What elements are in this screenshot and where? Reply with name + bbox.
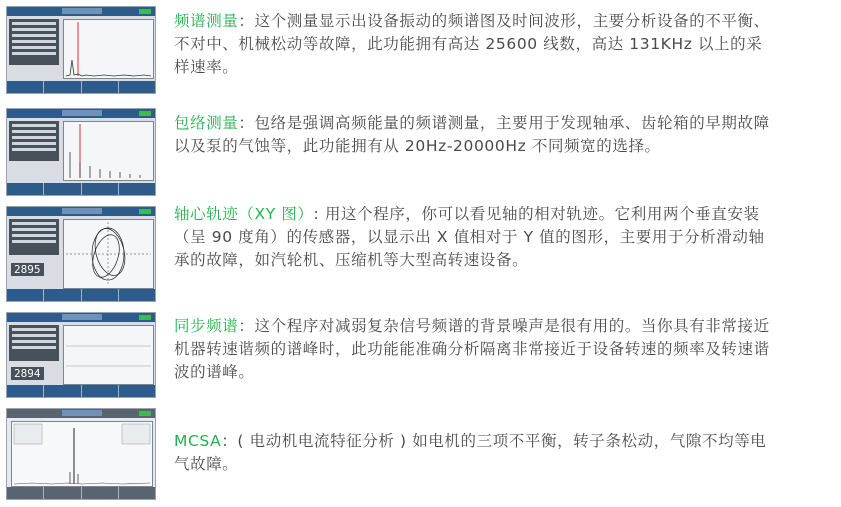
synchronous-keyword: 同步频谱 <box>174 317 239 335</box>
envelope-keyword: 包络测量 <box>174 114 239 132</box>
spectrum-plot <box>64 20 153 78</box>
synchronous-screen-value: 2894 <box>11 367 44 380</box>
envelope-text: ：包络是强调高频能量的频谱测量，主要用于发现轴承、齿轮箱的早期故障以及泵的气蚀等，此功能拥有从 20Hz-20000Hz 不同频宽的选择。 <box>174 114 770 155</box>
orbit-text: : 用这个程序，你可以看见轴的相对轨迹。它利用两个垂直安装（呈 90 度角）的传感器，以显示出 X 值相对于 Y 值的图形，主要用于分析滑动轴承的故障，如汽轮机、压缩机等大型高转速设备。 <box>174 205 765 269</box>
envelope-thumbnail <box>6 108 156 196</box>
mcsa-keyword: MCSA <box>174 432 222 450</box>
spectrum-keyword: 频谱测量 <box>174 12 239 30</box>
orbit-plot <box>64 220 153 288</box>
orbit-screen-value: 2895 <box>11 263 44 276</box>
synchronous-text: ：这个程序对减弱复杂信号频谱的背景噪声是很有用的。当你具有非常接近机器转速谐频的谱峰时，此功能能准确分析隔离非常接近于设备转速的频率及转速谐波的谱峰。 <box>174 317 770 381</box>
synchronous-thumbnail <box>6 312 156 398</box>
feature-row-envelope <box>0 108 841 200</box>
feature-row-mcsa <box>0 408 841 504</box>
mcsa-description <box>174 430 774 476</box>
envelope-description <box>174 112 774 158</box>
spectrum-thumbnail <box>6 6 156 94</box>
feature-row-orbit <box>0 206 841 306</box>
feature-row-spectrum <box>0 6 841 98</box>
synchronous-plot <box>64 326 153 384</box>
mcsa-plot <box>12 422 152 486</box>
envelope-plot <box>64 122 153 180</box>
spectrum-description <box>174 10 774 79</box>
mcsa-thumbnail <box>6 408 156 500</box>
spectrum-text: ：这个测量显示出设备振动的频谱图及时间波形，主要分析设备的不平衡、不对中、机械松动等故障，此功能拥有高达 25600 线数，高达 131KHz 以上的采样速率。 <box>174 12 770 76</box>
synchronous-description <box>174 315 774 384</box>
feature-row-synchronous <box>0 312 841 402</box>
mcsa-text: ：( 电动机电流特征分析 ) 如电机的三项不平衡，转子条松动，气隙不均等电气故障。 <box>174 432 767 473</box>
orbit-description <box>174 203 774 272</box>
orbit-thumbnail <box>6 206 156 302</box>
orbit-keyword: 轴心轨迹（XY 图） <box>174 205 314 223</box>
